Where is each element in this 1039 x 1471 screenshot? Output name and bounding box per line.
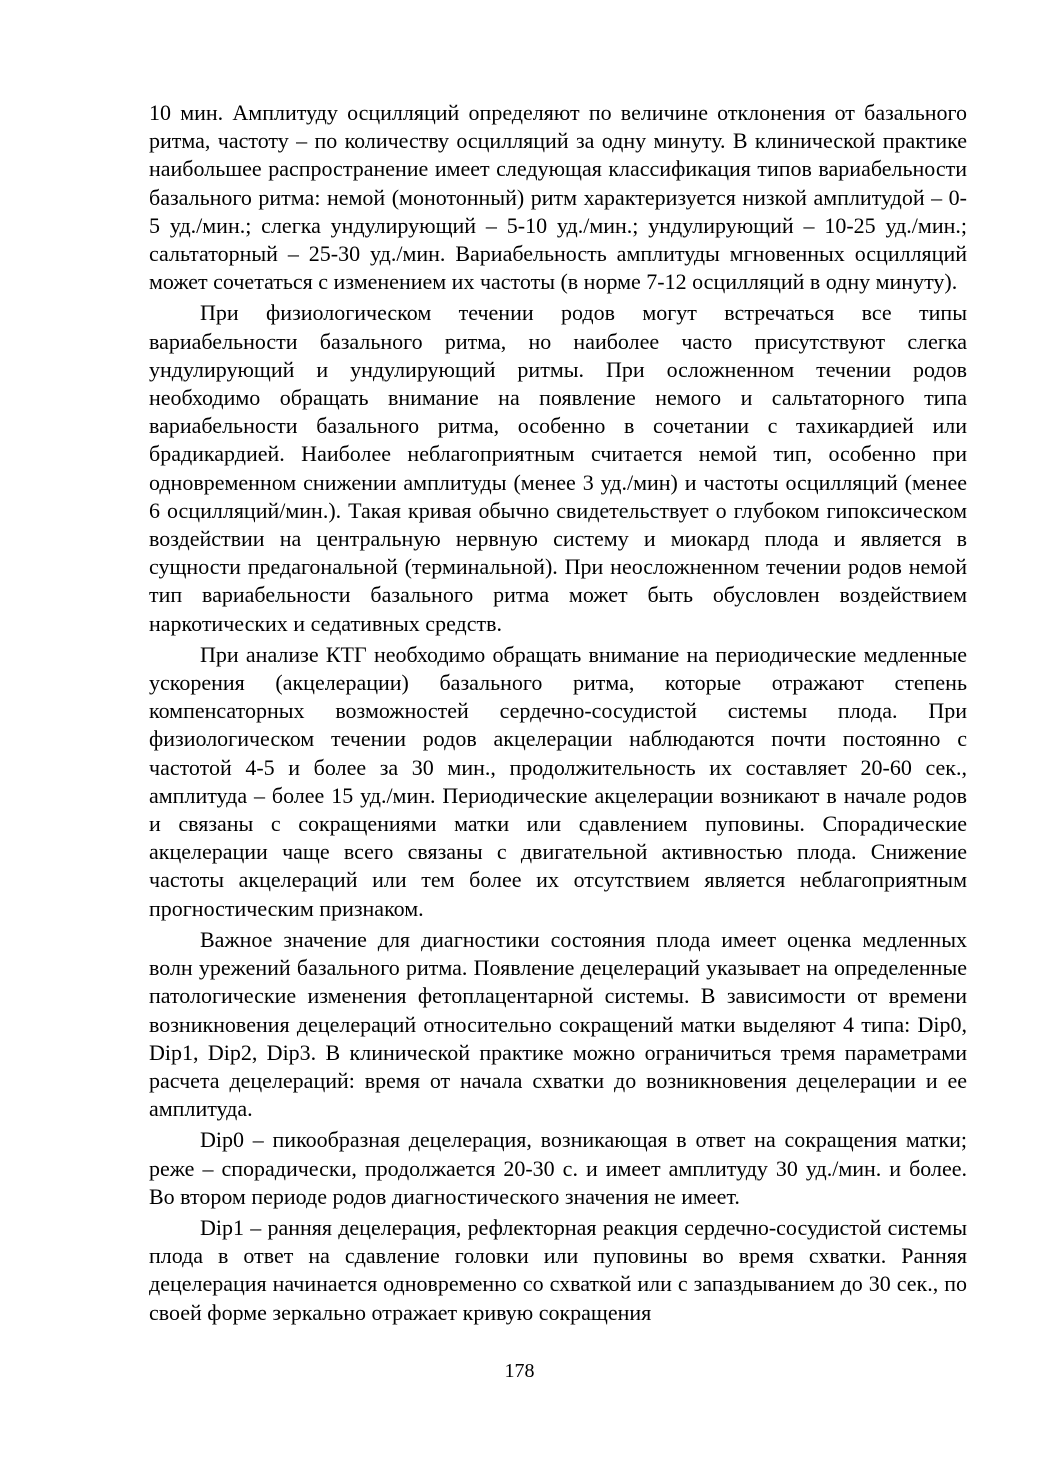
paragraph-dip1: Dip1 – ранняя децелерация, рефлекторная реакция сердечно-сосудистой системы плода в ответ на сдавление головки или пуповины во время схватки. Ранняя децелерация начинается одновременно со схваткой или с запаздыванием до 30 сек., по своей форме зеркально отражает кривую сокращения [149, 1214, 967, 1325]
paragraph-dip0: Dip0 – пикообразная децелерация, возникающая в ответ на сокращения матки; реже – спорадически, продолжается 20-30 с. и имеет амплитуду 30 уд./мин. и более. Во втором периоде родов диагностического значения не имеет. [149, 1127, 967, 1209]
body-text [149, 99, 967, 1327]
paragraph-accelerations: При анализе КТГ необходимо обращать внимание на периодические медленные ускорения (акцелерации) базального ритма, которые отражают степень компенсаторных возможностей сердечно-сосудистой системы плода. При физиологическом течении родов акцелерации наблюдаются почти постоянно с частотой 4-5 и более за 30 мин., продолжительность их составляет 20-60 сек., амплитуда – более 15 уд./мин. Периодические акцелерации возникают в начале родов и связаны с сокращениями матки или сдавлением пуповины. Спорадические акцелерации чаще всего связаны с двигательной активностью плода. Снижение частоты акцелераций или тем более их отсутствием является неблагоприятным прогностическим признаком. [149, 641, 967, 921]
paragraph-variability-types: При физиологическом течении родов могут встречаться все типы вариабельности базального ритма, но наиболее часто присутствуют слегка ундулирующий и ундулирующий ритмы. При осложненном течении родов необходимо обращать внимание на появление немого и сальтаторного типа вариабельности базального ритма, особенно в сочетании с тахикардией или брадикардией. Наиболее неблагоприятным считается немой тип, особенно при одновременном снижении амплитуды (менее 3 уд./мин) и частоты осцилляций (менее 6 осцилляций/мин.). Такая кривая обычно свидетельствует о глубоком гипоксическом воздействии на центральную нервную систему и миокард плода и является в сущности предагональной (терминальной). При неосложненном течении родов немой тип вариабельности базального ритма может быть обусловлен воздействием наркотических и седативных средств. [149, 300, 967, 636]
paragraph-decelerations: Важное значение для диагностики состояния плода имеет оценка медленных волн урежений базального ритма. Появление децелераций указывает на определенные патологические изменения фетоплацентарной системы. В зависимости от времени возникновения децелераций относительно сокращений матки выделяют 4 типа: Dip0, Dip1, Dip2, Dip3. В клинической практике можно ограничиться тремя параметрами расчета децелераций: время от начала схватки до возникновения децелерации и ее амплитуда. [149, 926, 967, 1122]
page-number: 178 [504, 1360, 535, 1382]
paragraph-continuation: 10 мин. Амплитуду осцилляций определяют по величине отклонения от базального ритма, частоту – по количеству осцилляций за одну минуту. В клинической практике наибольшее распространение имеет следующая классификация типов вариабельности базального ритма: немой (монотонный) ритм характеризуется низкой амплитудой – 0-5 уд./мин.; слегка ундулирующий – 5-10 уд./мин.; ундулирующий – 10-25 уд./мин.; сальтаторный – 25-30 уд./мин. Вариабельность амплитуды мгновенных осцилляций может сочетаться с изменением их частоты (в норме 7-12 осцилляций в одну минуту). [149, 100, 967, 295]
